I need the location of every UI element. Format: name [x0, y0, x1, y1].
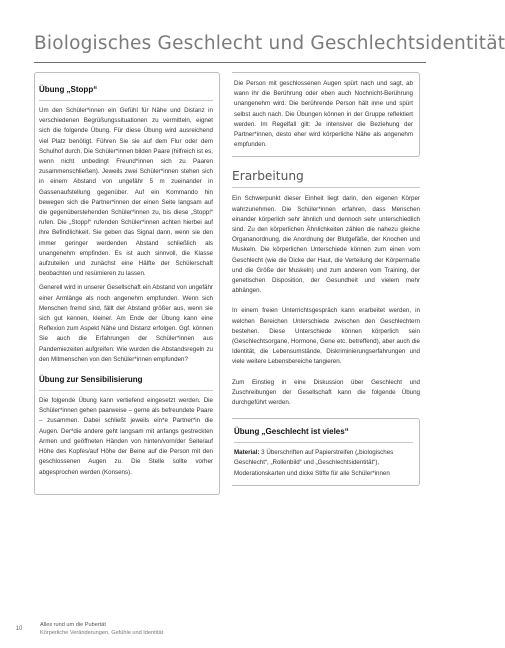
exercise-stopp-text-1: Um den Schüler*innen ein Gefühl für Nähe und Distanz in verschiedenen Begrüßungssituationen zu vermitteln, eignet sich die folgende Übung. Für diese Übung wird ausreichend viel Platz benötigt. Führen Sie sie auf dem Flur oder dem Schulhof durch. Die Schüler*innen bilden Paare (hilfreich ist es, wenn nicht unbedingt Freund*innen sich zu Paaren zusammenschließen). Jeweils zwei Schüler*innen stehen sich in einem Abstand von ungefähr 5 m zueinander in Gassenaufstellung gegenüber. Auf ein Kommando hin bewegen sich die Partner*innen der einen Seite langsam auf die gegenüberstehenden Schüler*innen zu, bis diese „Stopp!“ rufen. Die „Stopp!“ rufenden Schüler*innen achten hierbei auf ihre Befindlichkeit. Sie geben das Signal dann, wenn sie den immer geringer werdenden Abstand schließlich als unangenehm empfinden. Es ist auch sinnvoll, die Klasse aufzuteilen und zunächst eine Hälfte der Schülerschaft beobachten und resümieren zu lassen. — [39, 107, 213, 278]
exercise-heading-stopp: Übung „Stopp“ — [39, 85, 98, 94]
right-column — [232, 72, 420, 486]
exercise-box-stopp — [34, 72, 220, 495]
heading-divider — [234, 442, 413, 443]
exercise-continued-text: Die Person mit geschlossenen Augen spürt nach und sagt, ab wann ihr die Berührung oder eben auch Nochnicht-Berührung unangenehm wird. Die berührende Person hält inne und spürt selbst auch nach. Die Übungen können in der Gruppe reflektiert werden. Im Regelfall gilt: Je intensiver die Beziehung der Partner*innen, desto eher wird körperliche Nähe als angenehm empfunden. — [234, 80, 413, 149]
exercise-box-continued — [232, 72, 420, 157]
title-divider — [34, 62, 426, 63]
heading-divider — [39, 390, 213, 391]
erarbeitung-text-2: In einem freien Unterrichtsgespräch kann erarbeitet werden, in welchen Bereichen Unterschiede zwischen den Geschlechtern bestehen. Diese Unterschiede können körperlich sein (Geschlechtsorgane, Hormone, Gene etc. betreffend), aber auch die Identität, die Lebensumstände, Diskriminierungserfahrungen und viele weitere Lebensbereiche tangieren. — [232, 307, 420, 366]
left-column — [34, 72, 220, 495]
footer-book-title: Alles rund um die Pubertät — [40, 622, 106, 628]
material-list — [234, 448, 413, 479]
section-heading-erarbeitung: Erarbeitung — [232, 169, 304, 184]
exercise-box-geschlecht — [232, 418, 420, 486]
erarbeitung-text-3: Zum Einstieg in eine Diskussion über Geschlecht und Zuschreibungen der Gesellschaft kann die folgende Übung durchgeführt werden. — [232, 378, 420, 407]
exercise-heading-sensibilisierung: Übung zur Sensibilisierung — [39, 375, 143, 385]
page-title: Biologisches Geschlecht und Geschlechtsidentität — [34, 33, 505, 54]
exercise-sensibilisierung-text: Die folgende Übung kann vertiefend eingesetzt werden. Die Schüler*innen gehen paarweise – gerne als befreundete Paare – zusammen. Dabei schließt jeweils ein*e Partner*in die Augen. Der*die andere geht langsam mit anfangs gestreckten Armen und geöffneten Händen von hinten/vorn/der Seite/auf Höhe des Kopfes/auf Höhe der Beine auf die Person mit den geschlossenen Augen zu. Die Stelle sollte vorher abgesprochen werden (Konsens). — [39, 397, 213, 476]
erarbeitung-text-1: Ein Schwerpunkt dieser Einheit liegt darin, den eigenen Körper wahrzunehmen. Die Schüler*innen erfahren, dass Menschen einander körperlich sehr ähnlich und dennoch sehr unterschiedlich sind. Zu den körperlichen Ähnlichkeiten zählen die nahezu gleiche Organanordnung, die Anordnung der Blutgefäße, der Knochen und Muskeln. Die körperlichen Unterschiede können zum einen vom Geschlecht (wie die Dicke der Haut, die Verteilung der Körpermaße und die Größe der Muskeln) und zum anderen vom Training, der genetischen Disposition, der Gesundheit und vielem mehr abhängen. — [232, 195, 420, 295]
footer-chapter-title: Körperliche Veränderungen, Gefühle und Identität — [40, 630, 164, 636]
material-label: Material: — [234, 449, 260, 457]
heading-divider — [39, 100, 213, 101]
page-number: 10 — [15, 626, 23, 632]
exercise-heading-geschlecht: Übung „Geschlecht ist vieles“ — [234, 427, 349, 437]
heading-divider — [232, 187, 420, 188]
exercise-stopp-text-2: Generell wird in unserer Gesellschaft ein Abstand von ungefähr einer Armlänge als noch angenehm empfunden. Wenn sich Menschen fremd sind, fällt der Abstand größer aus, wenn sie sich gut kennen, kleiner. Am Ende der Übung kann eine Reflexion zum Aspekt Nähe und Distanz erfolgen. Ggf. können Sie auch die Erfahrungen der Schüler*innen aus Pandemiezeiten aufgreifen: Wie wurden die Abstandsregeln zu den Mitmenschen von den Schüler*innen empfunden? — [39, 284, 213, 363]
material-text: 3 Überschriften auf Papierstreifen („biologisches Geschlecht“, „Rollenbild“ und „Geschlechtsidentität“), Moderationskarten und dicke Stifte für alle Schüler*innen — [234, 449, 394, 477]
